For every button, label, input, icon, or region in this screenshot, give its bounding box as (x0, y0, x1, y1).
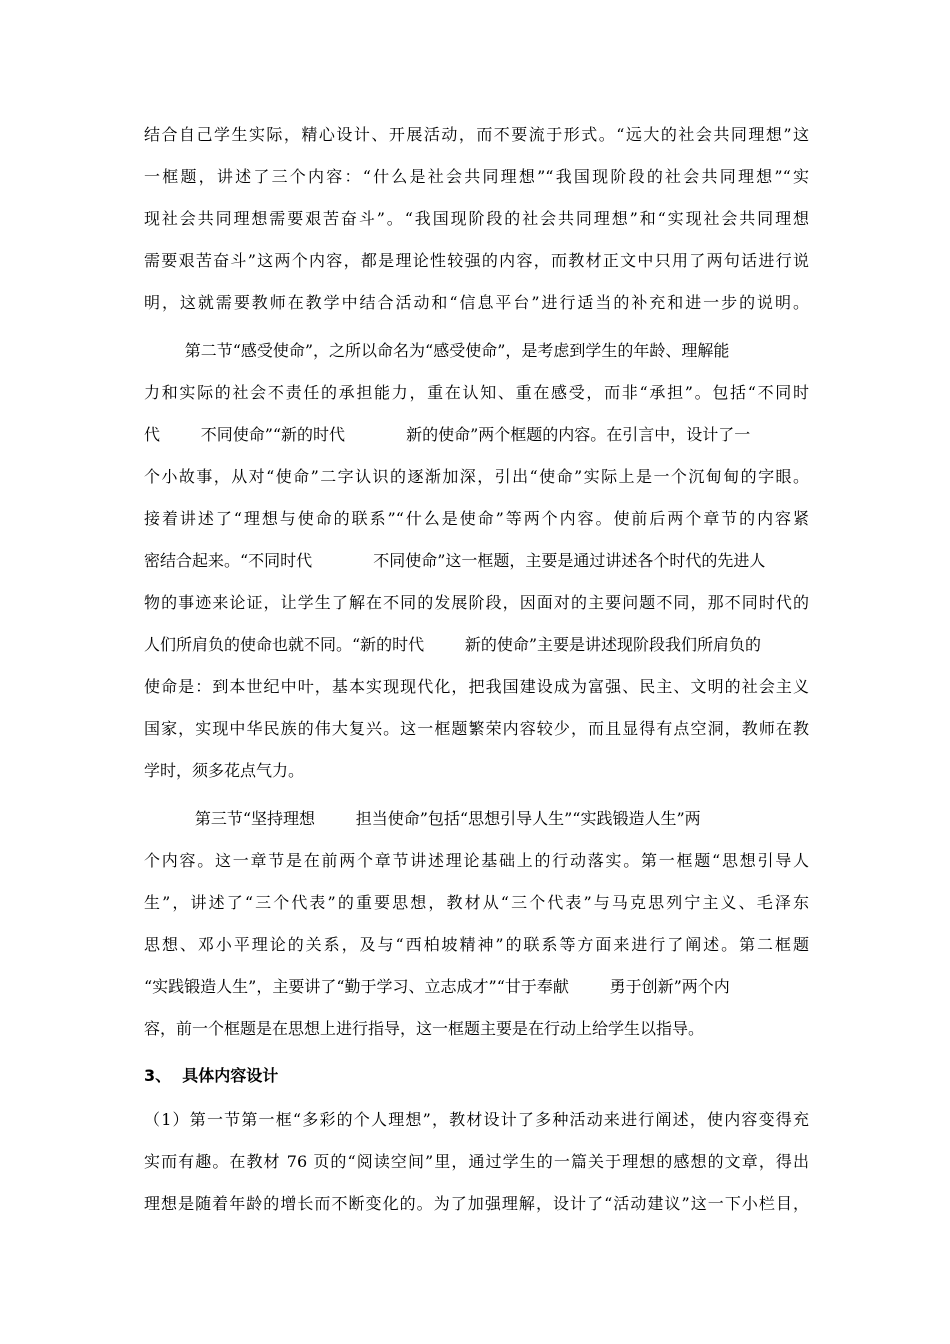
text-line: 接着讲述了“理想与使命的联系”“什么是使命”等两个内容。使前后两个章节的内容紧 (144, 509, 809, 528)
text-line: 个小故事，从对“使命”二字认识的逐渐加深，引出“使命”实际上是一个沉甸甸的字眼。 (144, 467, 809, 486)
text-line: 思想、邓小平理论的关系，及与“西柏坡精神”的联系等方面来进行了阐述。第二框题 (144, 935, 809, 954)
text-line: 结合自己学生实际，精心设计、开展活动，而不要流于形式。“远大的社会共同理想”这 (144, 125, 809, 144)
text-line: 一框题，讲述了三个内容：“什么是社会共同理想”“我国现阶段的社会共同理想”“实 (144, 167, 809, 186)
text-line: 生”，讲述了“三个代表”的重要思想，教材从“三个代表”与马克思列宁主义、毛泽东 (144, 893, 809, 912)
text-line: 第二节“感受使命”，之所以命名为“感受使命”，是考虑到学生的年龄、理解能 (144, 341, 730, 360)
text-line: 学时，须多花点气力。 (144, 761, 305, 780)
text-line: “实践锻造人生”，主要讲了“勤于学习、立志成才”“甘于奉献 勇于创新”两个内 (144, 977, 730, 996)
text-line: 密结合起来。“不同时代 不同使命”这一框题，主要是通过讲述各个时代的先进人 (144, 551, 766, 570)
text-line: 第三节“坚持理想 担当使命”包括“思想引导人生”“实践锻造人生”两 (144, 809, 701, 828)
text-line: 明，这就需要教师在教学中结合活动和“信息平台”进行适当的补充和进一步的说明。 (144, 293, 809, 312)
text-line: 需要艰苦奋斗”这两个内容，都是理论性较强的内容，而教材正文中只用了两句话进行说 (144, 251, 809, 270)
section-heading: 3、 具体内容设计 (144, 1066, 279, 1085)
text-line: 国家，实现中华民族的伟大复兴。这一框题繁荣内容较少，而且显得有点空洞，教师在教 (144, 719, 809, 738)
text-line: 人们所肩负的使命也就不同。“新的时代 新的使命”主要是讲述现阶段我们所肩负的 (144, 635, 762, 654)
text-line: 力和实际的社会不责任的承担能力，重在认知、重在感受，而非“承担”。包括“不同时 (144, 383, 809, 402)
text-line: 个内容。这一章节是在前两个章节讲述理论基础上的行动落实。第一框题“思想引导人 (144, 851, 809, 870)
text-line: 现社会共同理想需要艰苦奋斗”。“我国现阶段的社会共同理想”和“实现社会共同理想 (144, 209, 809, 228)
text-line: 使命是：到本世纪中叶，基本实现现代化，把我国建设成为富强、民主、文明的社会主义 (144, 677, 809, 696)
text-line: 容，前一个框题是在思想上进行指导，这一框题主要是在行动上给学生以指导。 (144, 1019, 705, 1038)
text-line: 代 不同使命”“新的时代 新的使命”两个框题的内容。在引言中，设计了一 (144, 425, 751, 444)
text-line: 物的事迹来论证，让学生了解在不同的发展阶段，因面对的主要问题不同，那不同时代的 (144, 593, 809, 612)
text-line: 实而有趣。在教材 76 页的“阅读空间”里，通过学生的一篇关于理想的感想的文章，得出 (144, 1152, 809, 1171)
text-line: （1）第一节第一框“多彩的个人理想”，教材设计了多种活动来进行阐述，使内容变得充 (144, 1110, 809, 1129)
text-line: 理想是随着年龄的增长而不断变化的。为了加强理解，设计了“活动建议”这一下小栏目， (144, 1194, 809, 1213)
